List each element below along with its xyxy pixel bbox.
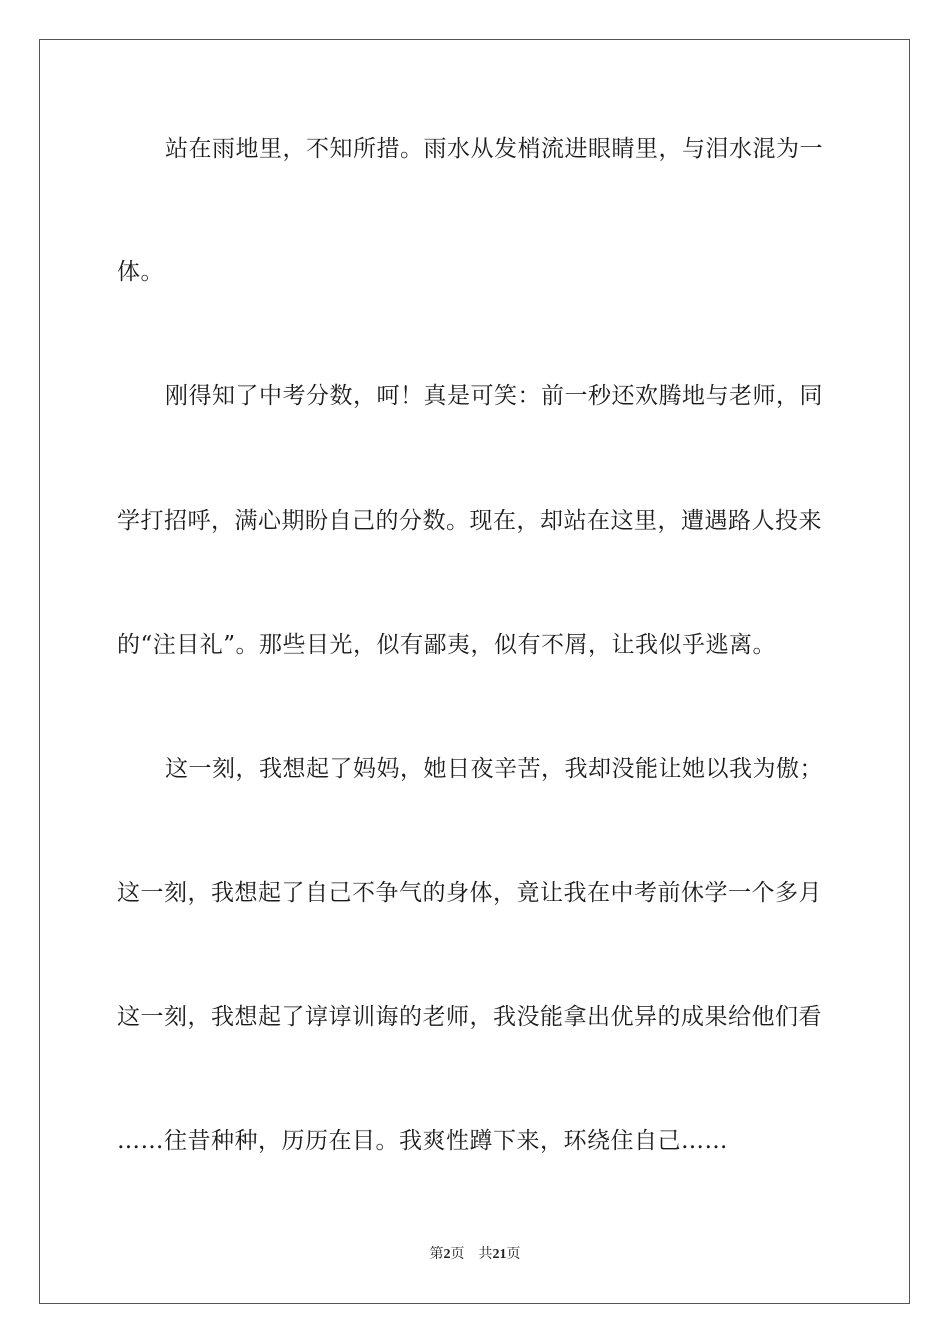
page-border — [39, 39, 910, 1304]
page-number: 2 — [443, 1247, 451, 1262]
page-prefix: 第 — [429, 1246, 444, 1262]
paragraph-2-line-2: 学打招呼，满心期盼自己的分数。现在，却站在这里，遭遇路人投来 — [117, 508, 822, 534]
paragraph-1-line-1: 站在雨地里，不知所措。雨水从发梢流进眼睛里，与泪水混为一 — [165, 136, 823, 162]
paragraph-2-line-3: 的“注目礼”。那些目光，似有鄙夷，似有不屑，让我似乎逃离。 — [117, 632, 777, 658]
paragraph-1-line-2: 体。 — [117, 259, 164, 285]
paragraph-3-line-3: 这一刻，我想起了谆谆训诲的老师，我没能拿出优异的成果给他们看 — [117, 1004, 822, 1030]
paragraph-2-line-1: 刚得知了中考分数，呵！真是可笑：前一秒还欢腾地与老师，同 — [165, 383, 823, 409]
page-footer — [0, 1245, 950, 1264]
paragraph-3-line-1: 这一刻，我想起了妈妈，她日夜辛苦，我却没能让她以我为傲； — [165, 756, 823, 782]
total-prefix: 共 — [478, 1246, 493, 1262]
page-suffix: 页 — [450, 1246, 465, 1262]
total-suffix: 页 — [506, 1246, 521, 1262]
total-pages: 21 — [492, 1247, 507, 1262]
paragraph-3-line-4: ……往昔种种，历历在目。我爽性蹲下来，环绕住自己…… — [117, 1128, 728, 1154]
paragraph-3-line-2: 这一刻，我想起了自己不争气的身体，竟让我在中考前休学一个多月 — [117, 880, 822, 906]
